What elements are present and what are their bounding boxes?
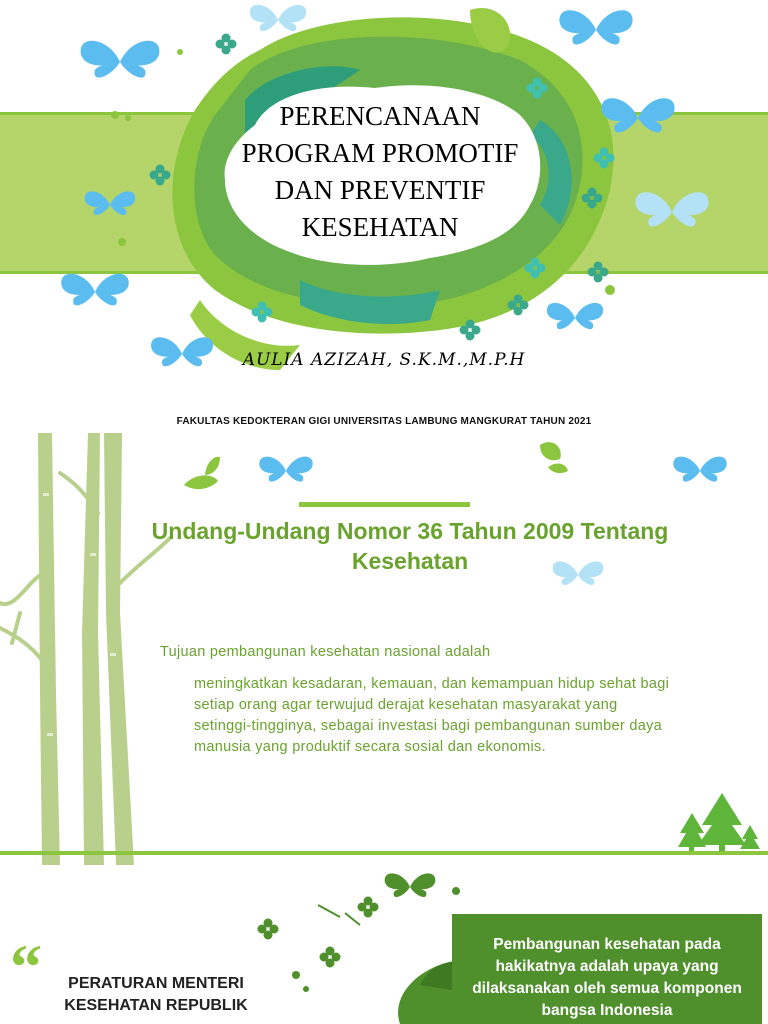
title-slide: [0, 0, 768, 433]
author-name: AULIA AZIZAH, S.K.M.,M.P.H: [242, 350, 526, 370]
law-slide: [0, 433, 768, 865]
title-accent-rule: [299, 502, 470, 507]
goal-body-text: meningkatkan kesadaran, kemauan, dan kemampuan hidup sehat bagi setiap orang agar terwujud derajat kesehatan masyarakat yang setinggi-tingginya, sebagai investasi bagi pembangunan sumber daya manusia yang produktif secara sosial dan ekonomis.: [194, 676, 670, 755]
regulation-slide: [0, 865, 768, 1024]
slide-bottom-rule: [0, 851, 768, 855]
summary-box: [452, 914, 762, 1024]
regulation-heading: PERATURAN MENTERI KESEHATAN REPUBLIK: [64, 975, 248, 1014]
quote-mark: “: [10, 931, 42, 1002]
presentation-title: PERENCANAAN PROGRAM PROMOTIF DAN PREVENTIF KESEHATAN: [241, 101, 519, 242]
faculty-caption: FAKULTAS KEDOKTERAN GIGI UNIVERSITAS LAMBUNG MANGKURAT TAHUN 2021: [176, 416, 592, 427]
law-title: Undang-Undang Nomor 36 Tahun 2009 Tentang Kesehatan: [151, 518, 669, 574]
goal-intro-text: Tujuan pembangunan kesehatan nasional adalah: [160, 644, 491, 660]
summary-box-text: Pembangunan kesehatan pada hakikatnya adalah upaya yang dilaksanakan oleh semua komponen bangsa Indonesia: [472, 936, 742, 1019]
